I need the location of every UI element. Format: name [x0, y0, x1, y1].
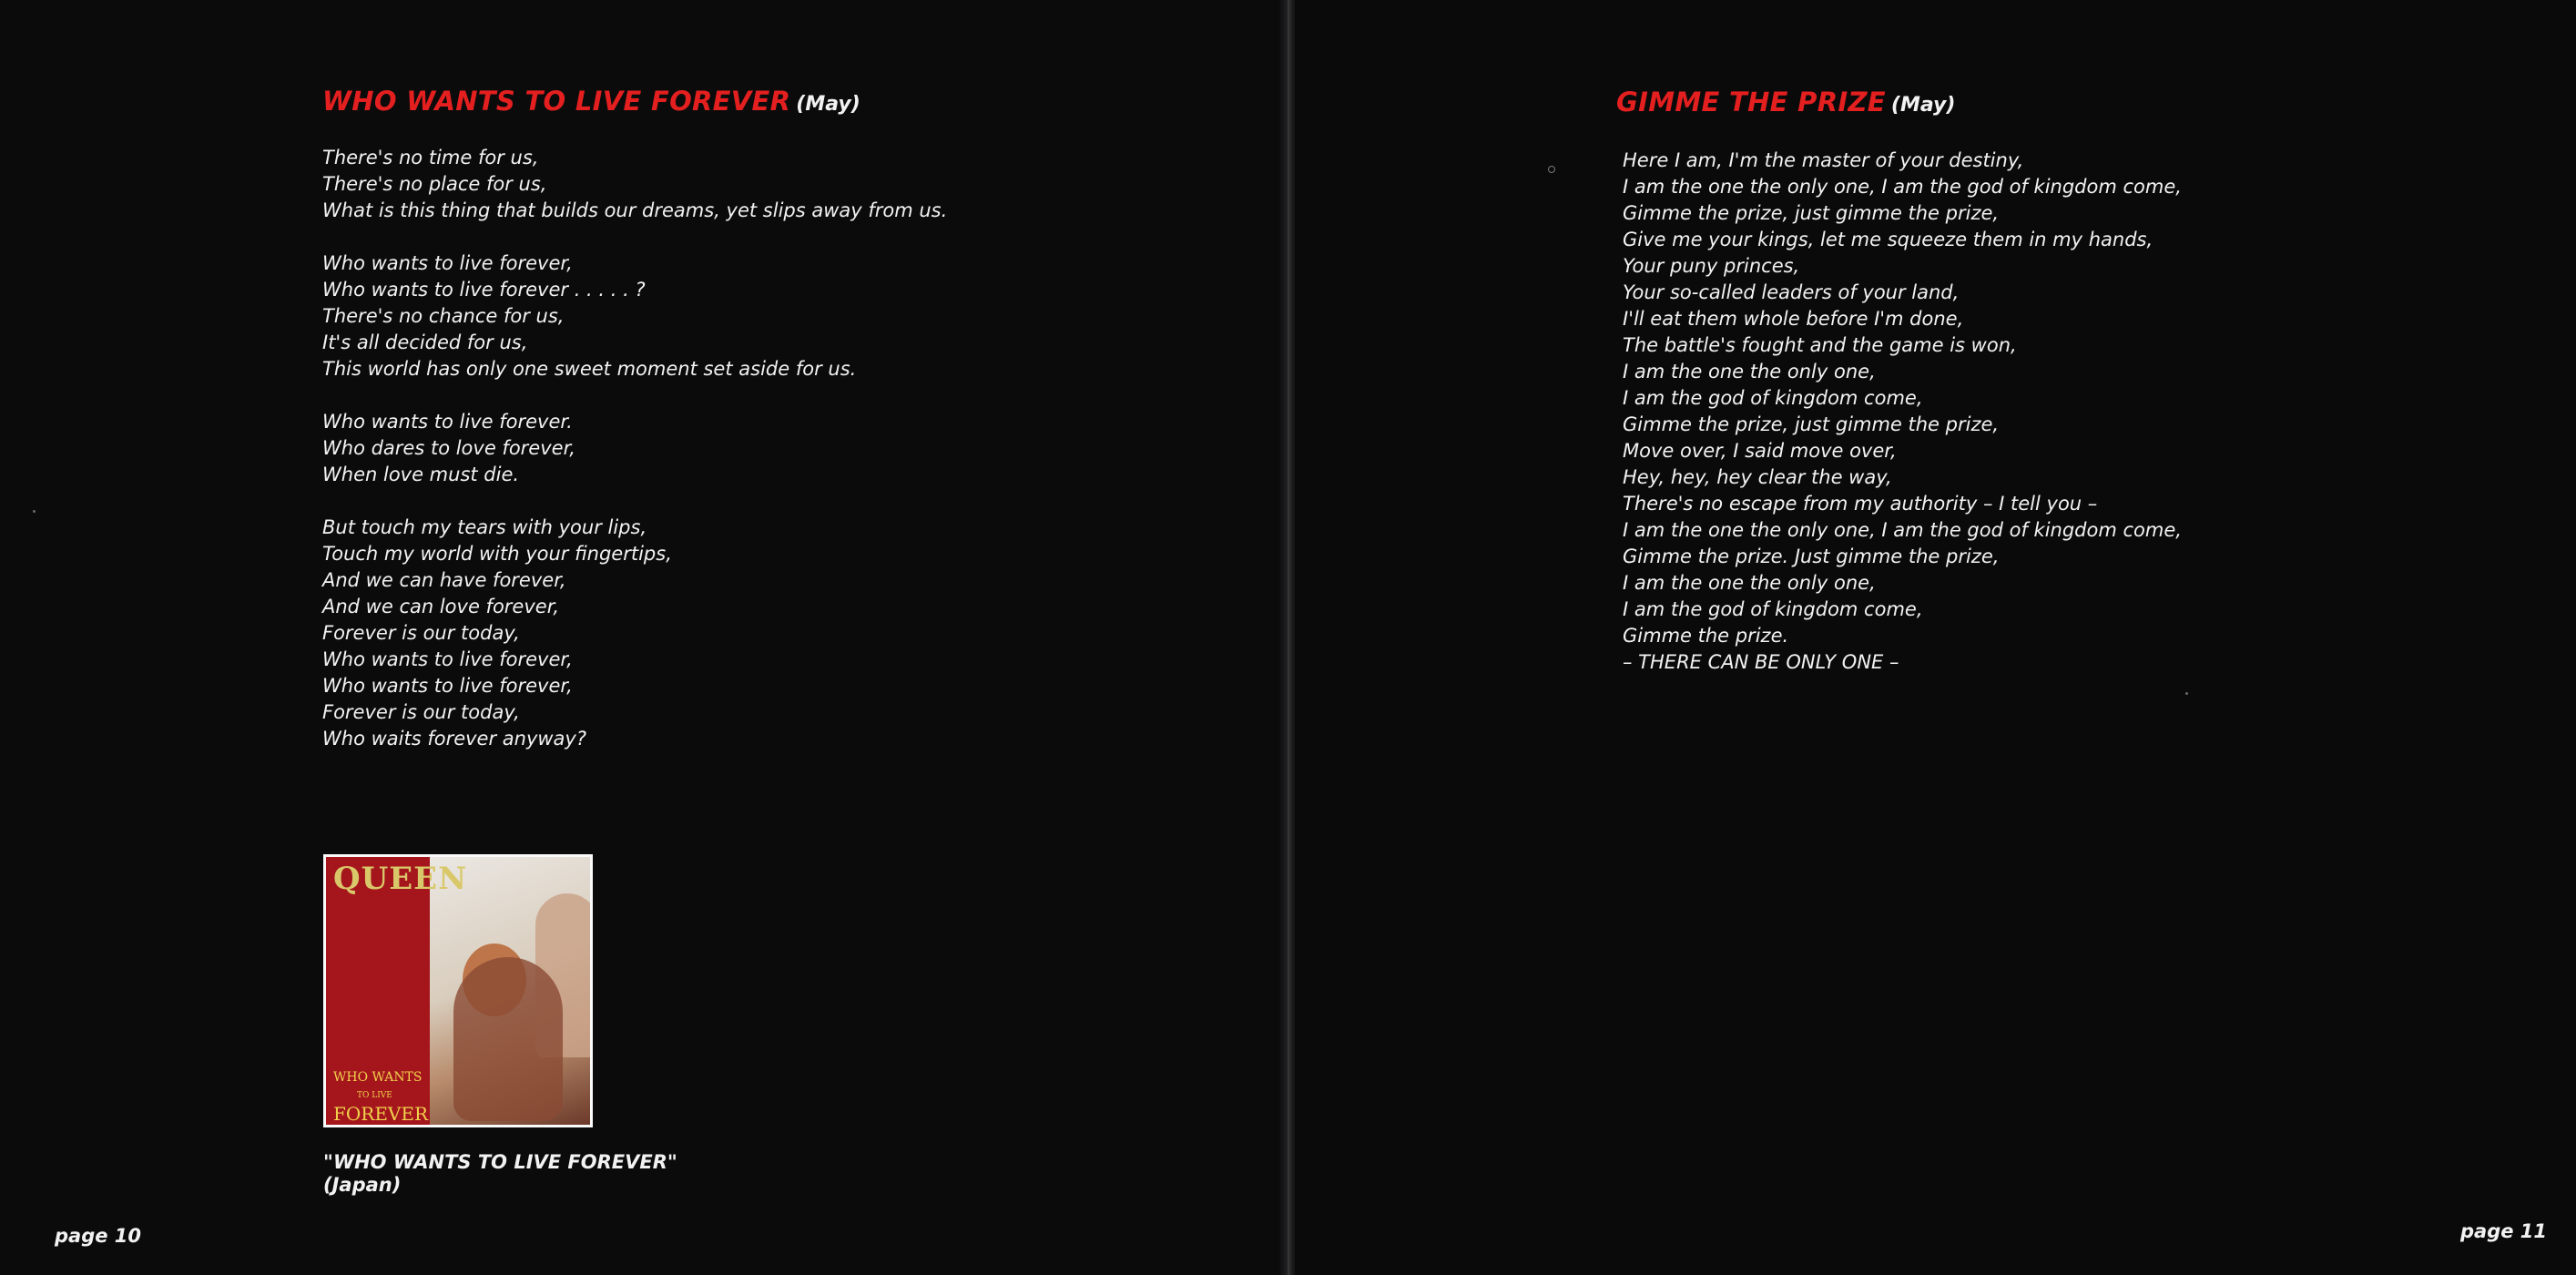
- lyric-line: Who waits forever anyway?: [322, 728, 587, 750]
- single-cover-image: [323, 854, 593, 1127]
- lyric-line: – THERE CAN BE ONLY ONE –: [1623, 651, 1899, 673]
- songwriter-credit: (May): [796, 93, 860, 116]
- lyric-line: Gimme the prize, just gimme the prize,: [1623, 202, 2000, 224]
- lyric-line: Here I am, I'm the master of your destiny,: [1623, 149, 2024, 171]
- lyric-line: Touch my world with your fingertips,: [322, 543, 672, 565]
- lyric-line: Give me your kings, let me squeeze them in my hands,: [1623, 229, 2153, 250]
- lyrics-left: [322, 145, 947, 752]
- lyric-line: Your puny princes,: [1623, 255, 1800, 277]
- lyric-line: Who wants to live forever,: [322, 252, 573, 274]
- cover-title-line2: TO LIVE: [357, 1091, 392, 1100]
- lyrics-right: [1623, 148, 2182, 676]
- lyric-line: Move over, I said move over,: [1623, 440, 1897, 462]
- lyric-line: There's no time for us,: [322, 147, 539, 168]
- lyric-line: Hey, hey, hey clear the way,: [1623, 466, 1892, 488]
- page-number-right: page 11: [2460, 1220, 2548, 1242]
- cover-title-line1: WHO WANTS: [333, 1070, 423, 1085]
- lyric-line: And we can have forever,: [322, 569, 566, 591]
- lyric-line: Who wants to live forever . . . . . ?: [322, 279, 646, 301]
- page-number-left: page 10: [55, 1225, 142, 1247]
- lyric-line: I am the god of kingdom come,: [1623, 598, 1923, 620]
- song-title-left: [322, 86, 860, 117]
- cover-figure-woman: [453, 957, 563, 1121]
- lyric-line: But touch my tears with your lips,: [322, 516, 647, 538]
- lyric-line: This world has only one sweet moment set aside for us.: [322, 358, 857, 380]
- paper-speck: [1548, 166, 1555, 173]
- songwriter-credit: (May): [1890, 94, 1956, 117]
- paper-speck: [2185, 692, 2188, 695]
- lyric-line: It's all decided for us,: [322, 332, 528, 353]
- song-title-text: WHO WANTS TO LIVE FOREVER: [322, 86, 791, 117]
- lyric-line: When love must die.: [322, 464, 520, 485]
- lyric-line: Forever is our today,: [322, 622, 520, 644]
- lyric-line: And we can love forever,: [322, 596, 560, 617]
- cover-caption-title: "WHO WANTS TO LIVE FOREVER": [323, 1151, 677, 1173]
- lyric-line: Who dares to love forever,: [322, 437, 575, 459]
- lyric-line: I am the one the only one, I am the god of kingdom come,: [1623, 176, 2182, 198]
- lyric-line: I am the one the only one, I am the god of kingdom come,: [1623, 519, 2182, 541]
- spine-fold: [1288, 0, 1289, 1275]
- lyric-line: I am the one the only one,: [1623, 572, 1876, 594]
- lyrics-stanza: [322, 409, 947, 488]
- lyric-line: There's no place for us,: [322, 173, 547, 195]
- cover-caption-region: (Japan): [323, 1174, 402, 1196]
- lyric-line: Gimme the prize.: [1623, 625, 1789, 647]
- right-page: [1295, 0, 2576, 1275]
- lyrics-stanza: [322, 250, 947, 382]
- lyric-line: Who wants to live forever,: [322, 648, 573, 670]
- cover-caption: [323, 1151, 677, 1197]
- cover-title-line3: FOREVER: [333, 1103, 429, 1125]
- lyric-line: Gimme the prize. Just gimme the prize,: [1623, 546, 2000, 567]
- lyric-line: I am the god of kingdom come,: [1623, 387, 1923, 409]
- lyrics-stanza: [322, 515, 947, 752]
- lyric-line: There's no escape from my authority – I tell you –: [1623, 493, 2098, 515]
- song-title-right: [1616, 87, 1955, 117]
- cover-title-art: [333, 1068, 428, 1123]
- lyric-line: Who wants to live forever,: [322, 675, 573, 697]
- lyric-line: I am the one the only one,: [1623, 361, 1876, 382]
- lyric-line: Who wants to live forever.: [322, 411, 573, 433]
- lyrics-stanza: [322, 145, 947, 224]
- song-title-text: GIMME THE PRIZE: [1616, 87, 1886, 117]
- lyric-line: What is this thing that builds our dreams, yet slips away from us.: [322, 199, 948, 221]
- lyric-line: Your so-called leaders of your land,: [1623, 281, 1960, 303]
- lyric-line: The battle's fought and the game is won,: [1623, 334, 2017, 356]
- lyric-line: Forever is our today,: [322, 701, 520, 723]
- lyric-line: I'll eat them whole before I'm done,: [1623, 308, 1964, 330]
- lyric-line: Gimme the prize, just gimme the prize,: [1623, 413, 2000, 435]
- queen-logo: QUEEN: [333, 861, 468, 897]
- lyric-line: There's no chance for us,: [322, 305, 565, 327]
- left-page: [0, 0, 1286, 1275]
- paper-speck: [33, 510, 36, 513]
